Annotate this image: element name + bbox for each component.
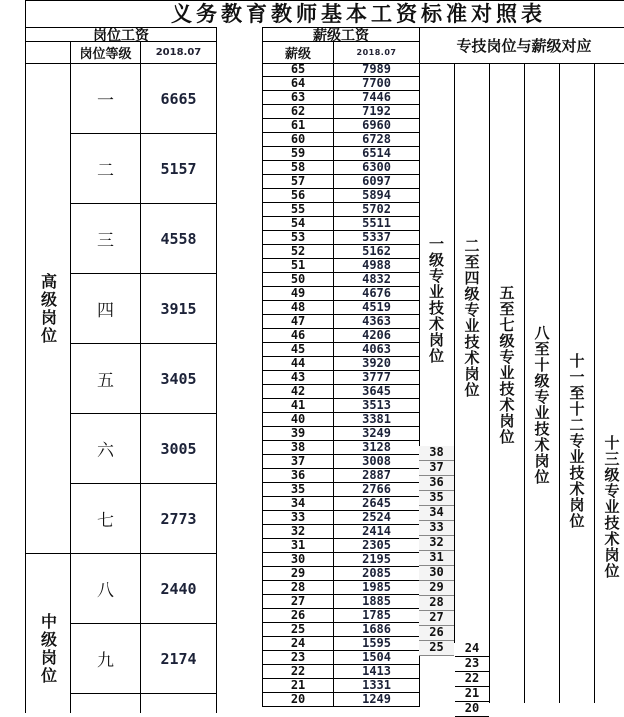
category-intermediate xyxy=(25,553,71,713)
mapping-col-label: 十一至十二专业技术岗位 xyxy=(567,353,586,529)
amount-cell: 4363 xyxy=(334,315,419,329)
grade-cell: 八 xyxy=(70,553,141,624)
level-cell: 44 xyxy=(263,357,334,371)
scale-row xyxy=(263,651,419,665)
level-cell: 42 xyxy=(263,385,334,399)
amount-cell: 6728 xyxy=(334,133,419,147)
mapping-level-cell: 24 xyxy=(455,642,489,657)
mapping-level-cell: 33 xyxy=(419,521,454,536)
mapping-levels-5-7 xyxy=(455,642,489,717)
scale-row xyxy=(263,511,419,525)
scale-row xyxy=(263,63,419,77)
scale-row xyxy=(263,581,419,595)
amount-cell: 2524 xyxy=(334,511,419,525)
amount-cell: 3513 xyxy=(334,399,419,413)
scale-row xyxy=(263,595,419,609)
amount-cell: 3920 xyxy=(334,357,419,371)
level-cell: 46 xyxy=(263,329,334,343)
level-cell: 55 xyxy=(263,203,334,217)
level-cell: 65 xyxy=(263,63,334,77)
amount-cell: 3381 xyxy=(334,413,419,427)
grade-cell: 二 xyxy=(70,133,141,204)
scale-row xyxy=(263,567,419,581)
scale-row xyxy=(263,385,419,399)
level-cell: 43 xyxy=(263,371,334,385)
post-wage-table xyxy=(25,27,217,702)
level-cell: 28 xyxy=(263,581,334,595)
level-cell: 31 xyxy=(263,539,334,553)
mapping-col-label-wrap xyxy=(525,325,559,485)
amount-cell: 6514 xyxy=(334,147,419,161)
level-cell: 48 xyxy=(263,301,334,315)
scale-wage-group-header xyxy=(262,27,420,42)
scale-row xyxy=(263,301,419,315)
level-cell: 38 xyxy=(263,441,334,455)
amount-cell: 6097 xyxy=(334,175,419,189)
mapping-level-cell: 35 xyxy=(419,491,454,506)
grade-cell: 七 xyxy=(70,483,141,554)
scale-row xyxy=(263,77,419,91)
category-label: 中级岗位 xyxy=(38,612,58,685)
mapping-level-cell: 30 xyxy=(419,566,454,581)
mapping-header: 专技岗位与薪级对应 xyxy=(419,27,624,64)
amount-cell: 3777 xyxy=(334,371,419,385)
mapping-level-cell: 20 xyxy=(455,702,489,717)
level-cell: 29 xyxy=(263,567,334,581)
amount-cell: 4988 xyxy=(334,259,419,273)
level-cell: 61 xyxy=(263,119,334,133)
mapping-level-cell: 37 xyxy=(419,461,454,476)
level-cell: 36 xyxy=(263,469,334,483)
amount-cell: 3128 xyxy=(334,441,419,455)
amount-cell: 6665 xyxy=(140,63,217,134)
mapping-level-cell: 21 xyxy=(455,687,489,702)
grade-row-partial xyxy=(70,693,217,713)
level-cell: 32 xyxy=(263,525,334,539)
scale-row xyxy=(263,259,419,273)
post-wage-group-label: 岗位工资 xyxy=(93,27,149,44)
mapping-col-4 xyxy=(524,63,559,703)
header-blank-cell xyxy=(25,41,71,64)
scale-wage-table xyxy=(262,27,624,715)
mapping-col-6 xyxy=(594,63,624,703)
scale-row xyxy=(263,623,419,637)
col-grade-header: 岗位等级 xyxy=(70,41,141,64)
scale-row xyxy=(263,147,419,161)
mapping-col-2 xyxy=(454,63,489,643)
amount-cell: 2174 xyxy=(140,623,217,694)
scale-rows xyxy=(262,63,420,707)
scale-row xyxy=(263,91,419,105)
amount-cell: 2766 xyxy=(334,483,419,497)
scale-row xyxy=(263,189,419,203)
scale-row xyxy=(263,231,419,245)
mapping-col-label-wrap xyxy=(595,435,624,579)
mapping-level-cell: 36 xyxy=(419,476,454,491)
amount-cell: 1985 xyxy=(334,581,419,595)
amount-cell: 5157 xyxy=(140,133,217,204)
amount-cell: 5702 xyxy=(334,203,419,217)
amount-cell: 1504 xyxy=(334,651,419,665)
scale-row xyxy=(263,245,419,259)
scale-row xyxy=(263,329,419,343)
amount-cell: 3249 xyxy=(334,427,419,441)
amount-cell: 3645 xyxy=(334,385,419,399)
amount-cell: 5894 xyxy=(334,189,419,203)
level-cell: 50 xyxy=(263,273,334,287)
level-cell: 34 xyxy=(263,497,334,511)
level-cell: 33 xyxy=(263,511,334,525)
scale-row xyxy=(263,133,419,147)
grade-row xyxy=(70,553,217,624)
grade-row xyxy=(70,133,217,204)
amount-cell: 2085 xyxy=(334,567,419,581)
level-cell: 24 xyxy=(263,637,334,651)
grade-cell: 四 xyxy=(70,273,141,344)
scale-row xyxy=(263,553,419,567)
amount-cell: 2414 xyxy=(334,525,419,539)
mapping-col-5 xyxy=(559,63,594,703)
mapping-col-label-wrap xyxy=(560,353,594,529)
grade-row xyxy=(70,63,217,134)
grade-cell: 一 xyxy=(70,63,141,134)
scale-row xyxy=(263,175,419,189)
scale-row xyxy=(263,665,419,679)
level-cell: 40 xyxy=(263,413,334,427)
scale-row xyxy=(263,343,419,357)
scale-row xyxy=(263,161,419,175)
scale-row xyxy=(263,483,419,497)
mapping-col-label-wrap xyxy=(490,285,524,445)
mapping-level-cell: 23 xyxy=(455,657,489,672)
amount-cell: 7192 xyxy=(334,105,419,119)
scale-row xyxy=(263,455,419,469)
amount-cell: 2645 xyxy=(334,497,419,511)
level-cell: 21 xyxy=(263,679,334,693)
level-cell: 62 xyxy=(263,105,334,119)
amount-cell: 2305 xyxy=(334,539,419,553)
divider xyxy=(140,693,141,713)
scale-row xyxy=(263,399,419,413)
scale-row xyxy=(263,119,419,133)
amount-cell: 2887 xyxy=(334,469,419,483)
grade-cell: 三 xyxy=(70,203,141,274)
grade-row xyxy=(70,483,217,554)
scale-row xyxy=(263,497,419,511)
amount-cell: 4519 xyxy=(334,301,419,315)
amount-cell: 7446 xyxy=(334,91,419,105)
scale-row xyxy=(263,539,419,553)
mapping-col-label-wrap xyxy=(455,238,489,398)
level-cell: 56 xyxy=(263,189,334,203)
page-title: 义务教育教师基本工资标准对照表 xyxy=(25,0,624,27)
mapping-levels-2-4 xyxy=(419,446,454,656)
level-cell: 47 xyxy=(263,315,334,329)
amount-cell: 1885 xyxy=(334,595,419,609)
amount-cell: 1413 xyxy=(334,665,419,679)
amount-cell: 1595 xyxy=(334,637,419,651)
amount-cell: 6300 xyxy=(334,161,419,175)
mapping-col-label: 五至七级专业技术岗位 xyxy=(497,285,516,445)
mapping-level-cell: 34 xyxy=(419,506,454,521)
amount-cell: 2773 xyxy=(140,483,217,554)
amount-cell: 1249 xyxy=(334,693,419,707)
amount-cell: 3915 xyxy=(140,273,217,344)
mapping-level-cell: 29 xyxy=(419,581,454,596)
level-cell: 39 xyxy=(263,427,334,441)
amount-cell: 5162 xyxy=(334,245,419,259)
level-cell: 45 xyxy=(263,343,334,357)
amount-cell: 4558 xyxy=(140,203,217,274)
level-cell: 64 xyxy=(263,77,334,91)
level-cell: 27 xyxy=(263,595,334,609)
col-level-header: 薪级 xyxy=(262,41,334,64)
level-cell: 57 xyxy=(263,175,334,189)
mapping-level-cell: 26 xyxy=(419,626,454,641)
amount-cell: 1785 xyxy=(334,609,419,623)
scale-row xyxy=(263,217,419,231)
amount-cell: 2195 xyxy=(334,553,419,567)
scale-row xyxy=(263,273,419,287)
grade-row xyxy=(70,203,217,274)
level-cell: 53 xyxy=(263,231,334,245)
scale-row xyxy=(263,637,419,651)
grade-cell: 六 xyxy=(70,413,141,484)
mapping-columns xyxy=(419,63,624,715)
level-cell: 23 xyxy=(263,651,334,665)
amount-cell: 5511 xyxy=(334,217,419,231)
level-cell: 60 xyxy=(263,133,334,147)
mapping-col-label: 一级专业技术岗位 xyxy=(427,235,445,364)
grade-cell: 九 xyxy=(70,623,141,694)
scale-row xyxy=(263,693,419,707)
mapping-level-cell: 32 xyxy=(419,536,454,551)
scale-row xyxy=(263,525,419,539)
grade-cell: 五 xyxy=(70,343,141,414)
amount-cell: 2440 xyxy=(140,553,217,624)
amount-cell: 1331 xyxy=(334,679,419,693)
mapping-level-cell: 38 xyxy=(419,446,454,461)
category-label: 高级岗位 xyxy=(38,272,58,345)
level-cell: 59 xyxy=(263,147,334,161)
amount-cell: 3405 xyxy=(140,343,217,414)
level-cell: 22 xyxy=(263,665,334,679)
amount-cell: 4063 xyxy=(334,343,419,357)
mapping-col-label: 十三级专业技术岗位 xyxy=(602,435,621,579)
grade-row xyxy=(70,623,217,694)
scale-row xyxy=(263,469,419,483)
amount-cell: 6960 xyxy=(334,119,419,133)
amount-cell: 4206 xyxy=(334,329,419,343)
amount-cell: 4676 xyxy=(334,287,419,301)
col-date-header: 2018.07 xyxy=(140,41,217,64)
scale-row xyxy=(263,287,419,301)
mapping-col-label: 二至四级专业技术岗位 xyxy=(462,238,481,398)
post-wage-group-header xyxy=(25,27,217,42)
level-cell: 63 xyxy=(263,91,334,105)
scale-row xyxy=(263,413,419,427)
amount-cell: 7989 xyxy=(334,63,419,77)
scale-row xyxy=(263,203,419,217)
mapping-col-label: 八至十级专业技术岗位 xyxy=(532,325,551,485)
mapping-level-cell: 22 xyxy=(455,672,489,687)
mapping-level-cell: 25 xyxy=(419,641,454,656)
scale-row xyxy=(263,609,419,623)
level-cell: 26 xyxy=(263,609,334,623)
scale-row xyxy=(263,427,419,441)
scale-row xyxy=(263,371,419,385)
level-cell: 52 xyxy=(263,245,334,259)
scale-row xyxy=(263,105,419,119)
amount-cell: 3008 xyxy=(334,455,419,469)
level-cell: 30 xyxy=(263,553,334,567)
level-cell: 58 xyxy=(263,161,334,175)
scale-wage-group-label: 薪级工资 xyxy=(313,28,369,44)
category-senior xyxy=(25,63,71,554)
level-cell: 41 xyxy=(263,399,334,413)
scale-row xyxy=(263,315,419,329)
scale-row xyxy=(263,679,419,693)
mapping-col-1 xyxy=(419,63,454,446)
scale-row xyxy=(263,441,419,455)
mapping-col-3 xyxy=(489,63,524,703)
grade-row xyxy=(70,413,217,484)
grade-row xyxy=(70,273,217,344)
mapping-level-cell: 27 xyxy=(419,611,454,626)
mapping-level-cell: 31 xyxy=(419,551,454,566)
amount-cell: 7700 xyxy=(334,77,419,91)
level-cell: 49 xyxy=(263,287,334,301)
level-cell: 37 xyxy=(263,455,334,469)
amount-cell: 4832 xyxy=(334,273,419,287)
level-cell: 54 xyxy=(263,217,334,231)
level-cell: 25 xyxy=(263,623,334,637)
amount-cell: 1686 xyxy=(334,623,419,637)
amount-cell: 5337 xyxy=(334,231,419,245)
level-cell: 51 xyxy=(263,259,334,273)
level-cell: 20 xyxy=(263,693,334,707)
grade-row xyxy=(70,343,217,414)
level-cell: 35 xyxy=(263,483,334,497)
mapping-level-cell: 28 xyxy=(419,596,454,611)
amount-cell: 3005 xyxy=(140,413,217,484)
scale-row xyxy=(263,357,419,371)
col-scale-date-header: 2018.07 xyxy=(333,41,420,64)
